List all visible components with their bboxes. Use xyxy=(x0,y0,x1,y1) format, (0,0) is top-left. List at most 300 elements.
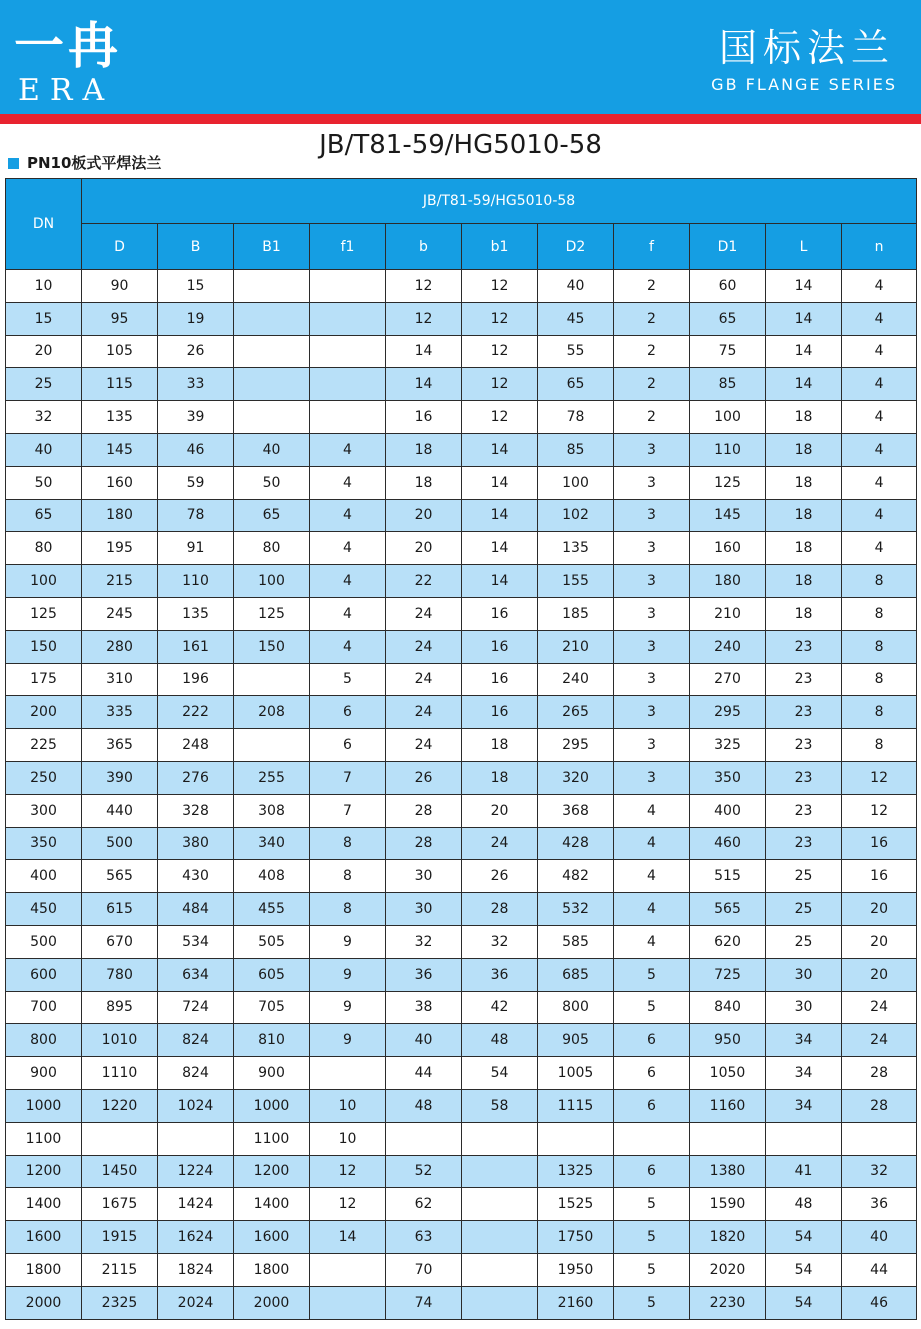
table-cell: 12 xyxy=(386,270,462,303)
dn-cell: 250 xyxy=(6,761,82,794)
table-cell: 14 xyxy=(386,368,462,401)
table-cell: 8 xyxy=(842,696,917,729)
table-cell: 18 xyxy=(766,532,842,565)
table-cell xyxy=(234,729,310,762)
table-cell: 32 xyxy=(386,925,462,958)
table-cell: 65 xyxy=(234,499,310,532)
table-cell: 40 xyxy=(386,1024,462,1057)
table-row xyxy=(6,302,917,335)
table-row xyxy=(6,761,917,794)
table-cell: 325 xyxy=(690,729,766,762)
table-cell: 8 xyxy=(842,597,917,630)
table-cell: 505 xyxy=(234,925,310,958)
table-cell: 18 xyxy=(386,466,462,499)
table-cell: 840 xyxy=(690,991,766,1024)
table-cell: 30 xyxy=(766,991,842,1024)
table-cell: 24 xyxy=(842,1024,917,1057)
table-cell: 18 xyxy=(386,433,462,466)
table-cell: 4 xyxy=(310,532,386,565)
header-accent-stripe xyxy=(0,114,921,124)
table-cell: 40 xyxy=(234,433,310,466)
table-cell: 42 xyxy=(462,991,538,1024)
table-cell: 54 xyxy=(766,1286,842,1319)
table-cell: 45 xyxy=(538,302,614,335)
table-cell: 1100 xyxy=(234,1122,310,1155)
table-cell: 16 xyxy=(462,597,538,630)
table-cell: 210 xyxy=(690,597,766,630)
table-cell: 634 xyxy=(158,958,234,991)
table-cell: 460 xyxy=(690,827,766,860)
table-cell: 32 xyxy=(842,1155,917,1188)
table-cell: 2 xyxy=(614,335,690,368)
table-cell: 905 xyxy=(538,1024,614,1057)
table-cell: 340 xyxy=(234,827,310,860)
table-cell: 950 xyxy=(690,1024,766,1057)
table-row xyxy=(6,433,917,466)
table-cell: 14 xyxy=(766,270,842,303)
table-cell: 4 xyxy=(310,466,386,499)
column-header: D xyxy=(82,224,158,270)
table-cell: 14 xyxy=(766,302,842,335)
table-cell: 54 xyxy=(766,1221,842,1254)
table-cell: 408 xyxy=(234,860,310,893)
table-cell: 1380 xyxy=(690,1155,766,1188)
table-cell: 4 xyxy=(614,794,690,827)
table-cell: 482 xyxy=(538,860,614,893)
table-cell: 23 xyxy=(766,630,842,663)
table-cell: 8 xyxy=(310,893,386,926)
table-cell: 85 xyxy=(538,433,614,466)
table-cell: 824 xyxy=(158,1057,234,1090)
dn-cell: 1800 xyxy=(6,1253,82,1286)
table-cell: 484 xyxy=(158,893,234,926)
table-cell: 1950 xyxy=(538,1253,614,1286)
table-cell: 4 xyxy=(842,499,917,532)
table-cell: 2230 xyxy=(690,1286,766,1319)
table-cell: 328 xyxy=(158,794,234,827)
table-row xyxy=(6,597,917,630)
table-cell: 28 xyxy=(842,1057,917,1090)
table-row xyxy=(6,532,917,565)
table-cell: 28 xyxy=(386,827,462,860)
table-row xyxy=(6,696,917,729)
table-row xyxy=(6,1221,917,1254)
dn-cell: 50 xyxy=(6,466,82,499)
table-cell: 54 xyxy=(766,1253,842,1286)
table-cell: 40 xyxy=(842,1221,917,1254)
table-cell: 1450 xyxy=(82,1155,158,1188)
table-cell xyxy=(462,1122,538,1155)
table-cell: 23 xyxy=(766,794,842,827)
flange-spec-table xyxy=(5,178,917,1320)
dn-cell: 400 xyxy=(6,860,82,893)
table-cell xyxy=(234,401,310,434)
dn-cell: 15 xyxy=(6,302,82,335)
table-cell: 1590 xyxy=(690,1188,766,1221)
table-row xyxy=(6,1188,917,1221)
table-cell: 3 xyxy=(614,761,690,794)
table-cell: 365 xyxy=(82,729,158,762)
table-cell: 30 xyxy=(386,860,462,893)
table-cell: 23 xyxy=(766,729,842,762)
column-header: B xyxy=(158,224,234,270)
table-cell: 8 xyxy=(842,729,917,762)
table-cell: 7 xyxy=(310,794,386,827)
table-cell: 780 xyxy=(82,958,158,991)
table-cell: 810 xyxy=(234,1024,310,1057)
header-standard-group: JB/T81-59/HG5010-58 xyxy=(82,179,917,224)
table-row xyxy=(6,630,917,663)
table-cell: 14 xyxy=(462,532,538,565)
table-cell: 23 xyxy=(766,827,842,860)
table-cell: 44 xyxy=(842,1253,917,1286)
table-cell: 308 xyxy=(234,794,310,827)
column-header: f1 xyxy=(310,224,386,270)
table-cell: 1915 xyxy=(82,1221,158,1254)
table-cell: 5 xyxy=(614,958,690,991)
table-cell xyxy=(234,663,310,696)
table-cell: 725 xyxy=(690,958,766,991)
dn-cell: 1000 xyxy=(6,1089,82,1122)
table-cell: 20 xyxy=(386,499,462,532)
brand-logo-english: ERA xyxy=(18,73,115,108)
table-cell: 2 xyxy=(614,368,690,401)
table-cell: 28 xyxy=(386,794,462,827)
table-cell: 12 xyxy=(462,401,538,434)
table-cell: 245 xyxy=(82,597,158,630)
table-cell: 28 xyxy=(842,1089,917,1122)
column-header: b xyxy=(386,224,462,270)
table-cell: 320 xyxy=(538,761,614,794)
table-cell: 1110 xyxy=(82,1057,158,1090)
header-dn: DN xyxy=(6,179,82,270)
table-cell: 4 xyxy=(310,433,386,466)
table-cell: 23 xyxy=(766,761,842,794)
table-cell: 26 xyxy=(462,860,538,893)
table-cell: 705 xyxy=(234,991,310,1024)
series-title-chinese: 国标法兰 xyxy=(718,26,895,70)
dn-cell: 500 xyxy=(6,925,82,958)
table-cell: 10 xyxy=(310,1089,386,1122)
table-cell: 430 xyxy=(158,860,234,893)
dn-cell: 100 xyxy=(6,565,82,598)
table-cell xyxy=(234,302,310,335)
table-cell: 25 xyxy=(766,893,842,926)
table-cell: 105 xyxy=(82,335,158,368)
table-cell: 265 xyxy=(538,696,614,729)
table-cell: 4 xyxy=(310,499,386,532)
table-cell: 16 xyxy=(842,827,917,860)
table-cell: 34 xyxy=(766,1024,842,1057)
table-cell: 12 xyxy=(462,270,538,303)
column-header: f xyxy=(614,224,690,270)
dn-cell: 1200 xyxy=(6,1155,82,1188)
table-cell: 1400 xyxy=(234,1188,310,1221)
header-banner xyxy=(0,0,921,114)
table-cell xyxy=(462,1221,538,1254)
table-row xyxy=(6,1057,917,1090)
dn-cell: 125 xyxy=(6,597,82,630)
table-cell xyxy=(690,1122,766,1155)
section-heading-label: PN10板式平焊法兰 xyxy=(27,154,162,172)
table-row xyxy=(6,1253,917,1286)
dn-cell: 900 xyxy=(6,1057,82,1090)
table-cell: 85 xyxy=(690,368,766,401)
table-cell: 12 xyxy=(462,302,538,335)
table-cell: 74 xyxy=(386,1286,462,1319)
table-cell: 3 xyxy=(614,433,690,466)
dn-cell: 65 xyxy=(6,499,82,532)
table-cell: 48 xyxy=(462,1024,538,1057)
table-cell: 3 xyxy=(614,532,690,565)
table-cell: 5 xyxy=(614,1188,690,1221)
table-cell: 4 xyxy=(842,368,917,401)
table-cell: 12 xyxy=(842,761,917,794)
table-cell: 4 xyxy=(614,893,690,926)
table-cell: 210 xyxy=(538,630,614,663)
table-cell: 55 xyxy=(538,335,614,368)
table-cell: 4 xyxy=(614,925,690,958)
table-cell: 895 xyxy=(82,991,158,1024)
table-cell: 9 xyxy=(310,958,386,991)
table-cell: 2020 xyxy=(690,1253,766,1286)
table-cell: 280 xyxy=(82,630,158,663)
column-header: D2 xyxy=(538,224,614,270)
table-cell: 685 xyxy=(538,958,614,991)
table-cell: 5 xyxy=(614,1221,690,1254)
table-cell: 800 xyxy=(538,991,614,1024)
table-cell: 12 xyxy=(842,794,917,827)
table-cell: 1624 xyxy=(158,1221,234,1254)
table-cell: 5 xyxy=(614,1286,690,1319)
table-cell: 248 xyxy=(158,729,234,762)
table-cell: 180 xyxy=(690,565,766,598)
table-cell: 1675 xyxy=(82,1188,158,1221)
table-cell: 6 xyxy=(614,1089,690,1122)
table-cell: 78 xyxy=(538,401,614,434)
table-cell: 26 xyxy=(158,335,234,368)
table-cell: 34 xyxy=(766,1089,842,1122)
table-cell: 75 xyxy=(690,335,766,368)
table-cell: 14 xyxy=(766,368,842,401)
table-cell: 32 xyxy=(462,925,538,958)
table-cell: 12 xyxy=(386,302,462,335)
table-cell: 18 xyxy=(766,466,842,499)
table-cell: 196 xyxy=(158,663,234,696)
table-cell: 4 xyxy=(842,433,917,466)
table-cell: 36 xyxy=(386,958,462,991)
table-cell: 1325 xyxy=(538,1155,614,1188)
table-cell: 1224 xyxy=(158,1155,234,1188)
table-cell xyxy=(234,270,310,303)
column-header: b1 xyxy=(462,224,538,270)
table-row xyxy=(6,893,917,926)
table-cell: 670 xyxy=(82,925,158,958)
table-cell: 115 xyxy=(82,368,158,401)
dn-cell: 600 xyxy=(6,958,82,991)
table-cell: 14 xyxy=(462,565,538,598)
table-cell: 1424 xyxy=(158,1188,234,1221)
table-cell: 125 xyxy=(690,466,766,499)
table-cell: 16 xyxy=(386,401,462,434)
table-cell: 60 xyxy=(690,270,766,303)
table-cell: 4 xyxy=(842,466,917,499)
table-cell: 18 xyxy=(766,565,842,598)
table-cell: 14 xyxy=(310,1221,386,1254)
table-cell: 1824 xyxy=(158,1253,234,1286)
table-cell: 150 xyxy=(234,630,310,663)
table-cell xyxy=(842,1122,917,1155)
table-cell: 12 xyxy=(462,335,538,368)
table-cell: 18 xyxy=(462,761,538,794)
table-cell: 4 xyxy=(310,565,386,598)
dn-cell: 10 xyxy=(6,270,82,303)
table-cell: 63 xyxy=(386,1221,462,1254)
table-cell: 20 xyxy=(462,794,538,827)
dn-cell: 2000 xyxy=(6,1286,82,1319)
table-cell: 824 xyxy=(158,1024,234,1057)
table-cell: 2160 xyxy=(538,1286,614,1319)
table-row xyxy=(6,729,917,762)
table-cell: 2 xyxy=(614,302,690,335)
table-cell: 2115 xyxy=(82,1253,158,1286)
table-cell: 65 xyxy=(538,368,614,401)
table-cell: 5 xyxy=(614,1253,690,1286)
table-cell: 62 xyxy=(386,1188,462,1221)
table-cell xyxy=(310,1057,386,1090)
table-cell xyxy=(462,1155,538,1188)
table-cell: 390 xyxy=(82,761,158,794)
table-cell: 100 xyxy=(538,466,614,499)
table-cell: 195 xyxy=(82,532,158,565)
table-cell: 52 xyxy=(386,1155,462,1188)
table-cell: 1115 xyxy=(538,1089,614,1122)
table-cell: 1820 xyxy=(690,1221,766,1254)
table-cell: 26 xyxy=(386,761,462,794)
table-cell: 6 xyxy=(614,1155,690,1188)
table-cell: 160 xyxy=(82,466,158,499)
table-cell: 534 xyxy=(158,925,234,958)
table-cell: 8 xyxy=(310,860,386,893)
table-cell xyxy=(82,1122,158,1155)
table-cell: 3 xyxy=(614,696,690,729)
table-cell: 24 xyxy=(386,597,462,630)
table-cell: 4 xyxy=(842,401,917,434)
table-cell: 155 xyxy=(538,565,614,598)
table-cell: 4 xyxy=(842,532,917,565)
table-cell: 46 xyxy=(158,433,234,466)
table-cell: 12 xyxy=(310,1188,386,1221)
table-cell: 4 xyxy=(614,827,690,860)
table-cell: 14 xyxy=(462,499,538,532)
table-cell: 380 xyxy=(158,827,234,860)
table-cell: 161 xyxy=(158,630,234,663)
table-cell: 145 xyxy=(82,433,158,466)
table-cell: 25 xyxy=(766,925,842,958)
table-cell: 9 xyxy=(310,1024,386,1057)
table-cell: 90 xyxy=(82,270,158,303)
table-cell: 20 xyxy=(842,925,917,958)
table-cell: 25 xyxy=(766,860,842,893)
table-cell: 65 xyxy=(690,302,766,335)
table-cell: 24 xyxy=(386,696,462,729)
table-row xyxy=(6,991,917,1024)
table-cell: 208 xyxy=(234,696,310,729)
table-cell: 1525 xyxy=(538,1188,614,1221)
table-cell: 4 xyxy=(310,597,386,630)
table-cell: 30 xyxy=(386,893,462,926)
table-cell: 95 xyxy=(82,302,158,335)
table-cell: 7 xyxy=(310,761,386,794)
table-cell xyxy=(462,1286,538,1319)
dn-cell: 150 xyxy=(6,630,82,663)
table-cell: 135 xyxy=(158,597,234,630)
table-cell xyxy=(310,302,386,335)
table-cell: 16 xyxy=(462,630,538,663)
table-cell: 91 xyxy=(158,532,234,565)
table-cell: 78 xyxy=(158,499,234,532)
table-cell: 15 xyxy=(158,270,234,303)
column-header: L xyxy=(766,224,842,270)
table-cell xyxy=(158,1122,234,1155)
table-cell: 1024 xyxy=(158,1089,234,1122)
table-cell xyxy=(310,401,386,434)
table-cell xyxy=(234,335,310,368)
table-cell: 3 xyxy=(614,499,690,532)
table-cell: 440 xyxy=(82,794,158,827)
table-cell: 1050 xyxy=(690,1057,766,1090)
table-cell: 24 xyxy=(386,663,462,696)
table-cell: 1750 xyxy=(538,1221,614,1254)
table-cell: 14 xyxy=(766,335,842,368)
table-cell: 1000 xyxy=(234,1089,310,1122)
table-cell xyxy=(310,335,386,368)
table-cell: 4 xyxy=(614,860,690,893)
column-header: D1 xyxy=(690,224,766,270)
table-cell: 1600 xyxy=(234,1221,310,1254)
table-cell xyxy=(538,1122,614,1155)
table-cell: 18 xyxy=(766,433,842,466)
table-cell: 8 xyxy=(310,827,386,860)
table-cell: 10 xyxy=(310,1122,386,1155)
table-row xyxy=(6,401,917,434)
table-cell: 18 xyxy=(766,597,842,630)
table-cell: 368 xyxy=(538,794,614,827)
table-cell: 38 xyxy=(386,991,462,1024)
dn-cell: 20 xyxy=(6,335,82,368)
table-cell: 1800 xyxy=(234,1253,310,1286)
table-cell: 6 xyxy=(310,696,386,729)
table-cell: 110 xyxy=(690,433,766,466)
table-cell: 240 xyxy=(690,630,766,663)
table-cell: 565 xyxy=(82,860,158,893)
table-cell: 2 xyxy=(614,270,690,303)
dn-cell: 25 xyxy=(6,368,82,401)
table-row xyxy=(6,958,917,991)
table-row xyxy=(6,925,917,958)
table-cell: 44 xyxy=(386,1057,462,1090)
table-cell: 185 xyxy=(538,597,614,630)
table-cell: 9 xyxy=(310,925,386,958)
table-cell: 34 xyxy=(766,1057,842,1090)
table-cell: 350 xyxy=(690,761,766,794)
table-cell: 48 xyxy=(386,1089,462,1122)
table-cell xyxy=(310,1253,386,1286)
table-row xyxy=(6,565,917,598)
table-cell: 33 xyxy=(158,368,234,401)
table-cell: 50 xyxy=(234,466,310,499)
table-cell: 255 xyxy=(234,761,310,794)
